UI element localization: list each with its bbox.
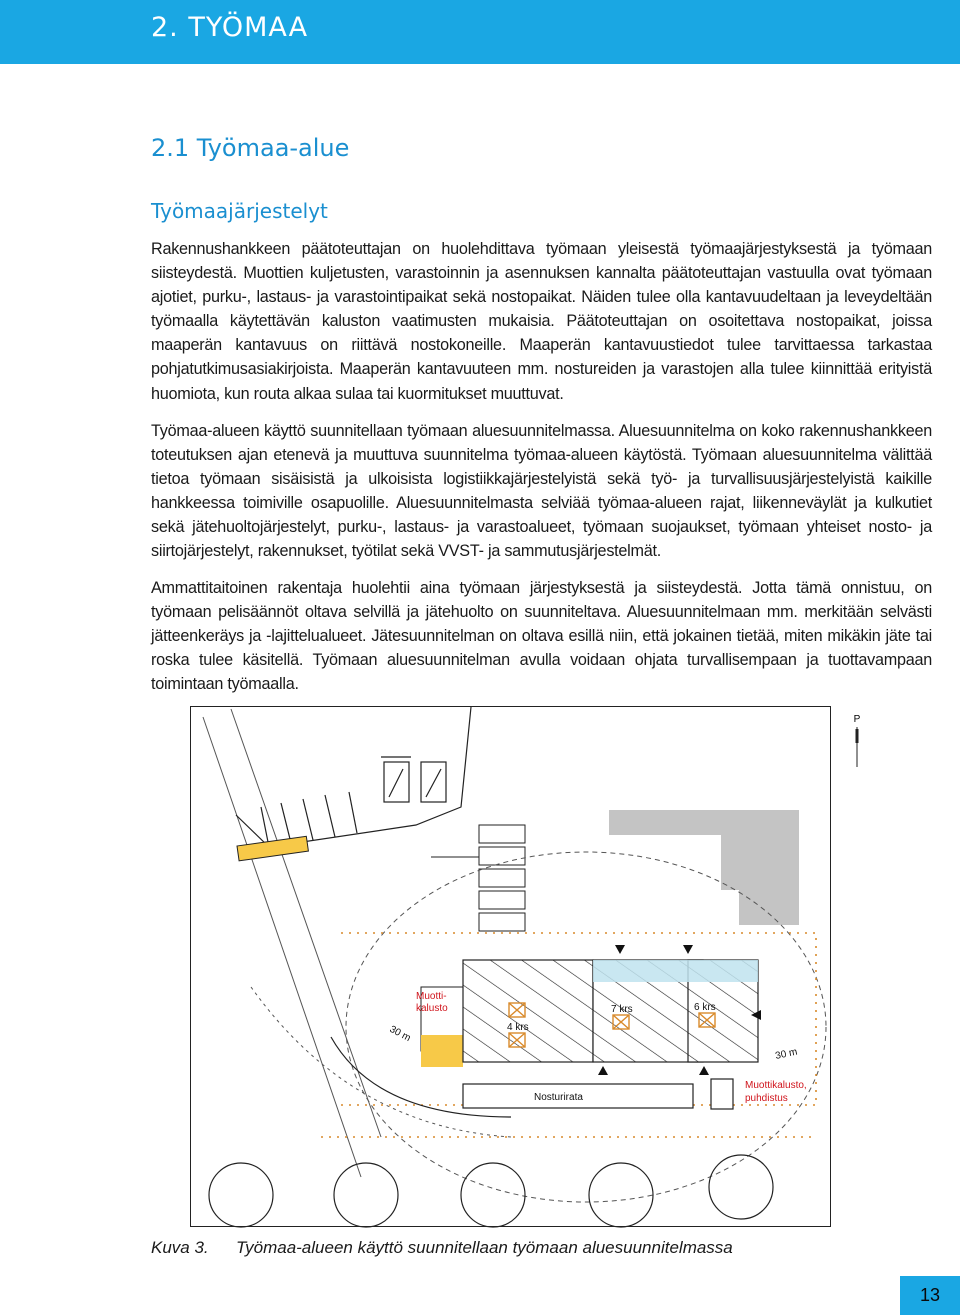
label-6krs: 6 krs	[694, 1002, 716, 1013]
neighbour-building	[609, 810, 799, 925]
page-number: 13	[900, 1276, 960, 1315]
north-label: P	[853, 714, 861, 725]
label-30m-right: 30 m	[774, 1046, 799, 1062]
left-street	[203, 709, 381, 1177]
label-7krs: 7 krs	[611, 1004, 633, 1015]
label-4krs: 4 krs	[507, 1022, 529, 1033]
yellow-storage	[421, 1035, 463, 1067]
label-nosturirata: Nosturirata	[534, 1092, 583, 1103]
paragraph-1: Rakennushankkeen päätoteuttajan on huolehdittava työmaan yleisestä työmaajärjestyksestä ja työmaan siisteydestä. Muottien kuljetusten, varastoinnin ja asennuksen kannalta päätoteuttajan vastuulla ovat työmaan ajotiet, purku-, lastaus- ja varastointipaikat sekä nostopaikat. Näiden tulee olla kantavuudeltaan ja leveydeltään työmaalla käytettävän kaluston vaatimusten mukaisia. Päätoteuttajan on osoitettava nostopaikat, joissa maaperän kantavuus on riittävä nostokoneille. Maaperän kantavuustiedot tulee tarvittaessa tarkastaa pohjatutkimusasiakirjoista. Maaperän kantavuuteen mm. nostureiden ja varastojen alla tulee kiinnittää erityistä huomiota, kun routa alkaa sulaa tai kuormitukset muuttuvat.	[151, 240, 932, 403]
label-puhdistus-1: Muottikalusto,	[745, 1080, 807, 1091]
label-muotti-2: kalusto	[416, 1003, 448, 1014]
chapter-title: 2. TYÖMAA	[151, 12, 309, 43]
site-plan-figure	[190, 706, 861, 1227]
section-title: 2.1 Työmaa-alue	[151, 134, 350, 162]
label-puhdistus-2: puhdistus	[745, 1093, 788, 1104]
north-arrow	[854, 714, 861, 767]
caption-text: Työmaa-alueen käyttö suunnitellaan työmaan aluesuunnitelmassa	[236, 1238, 733, 1257]
header-band	[0, 0, 960, 64]
parking-area	[236, 707, 471, 847]
cyan-roof-strip	[593, 960, 758, 982]
site-huts	[431, 825, 525, 931]
caption-number: Kuva 3.	[151, 1238, 209, 1257]
site-plan-drawing	[191, 707, 861, 1228]
paragraph-3: Ammattitaitoinen rakentaja huolehtii aina työmaan järjestyksestä ja siisteydestä. Jotta tämä onnistuu, on työmaan pelisäännöt oltava selvillä ja jätehuolto on suunniteltava. Aluesuunnitelmaan mm. merkitään selvästi jätteenkeräys ja -lajittelualueet. Jätesuunnitelman on oltava esillä niin, että jokainen tietää, miten mikäkin jäte tai roska tulee käsitellä. Työmaan aluesuunnitelman avulla voidaan ohjata turvallisempaan ja tuottavampaan toimintaan työmaalla.	[151, 579, 932, 694]
street-trees	[209, 1155, 773, 1227]
yellow-storage-strip	[237, 836, 308, 861]
label-muotti-1: Muotti-	[416, 991, 447, 1002]
subsection-title: Työmaajärjestelyt	[151, 199, 328, 223]
label-30m-left: 30 m	[387, 1023, 413, 1045]
crane-base	[711, 1079, 733, 1109]
building-4krs	[463, 960, 593, 1062]
paragraph-2: Työmaa-alueen käyttö suunnitellaan työmaan aluesuunnitelmassa. Aluesuunnitelma on koko rakennushankkeen toteutuksen ajan etenevä ja muuttuva suunnitelma työmaa-alueen käytöstä. Työmaan aluesuunnitelma välittää tietoa työmaan sisäisistä ja ulkoisista logistiikkajärjestelyistä sekä työ- ja turvallisuusjärjestelyistä kaikille hankkeessa toimiville osapuolille. Aluesuunnitelmasta selviää työmaa-alueen rajat, liikenneväylät ja kulkutiet sekä jätehuoltojärjestelyt, purku-, lastaus- ja varastoalueet, työmaan suojaukset, työmaan yhteiset nosto- ja siirtojärjestelyt, rakennukset, työtilat sekä VVST- ja sammutusjärjestelmät.	[151, 422, 932, 561]
